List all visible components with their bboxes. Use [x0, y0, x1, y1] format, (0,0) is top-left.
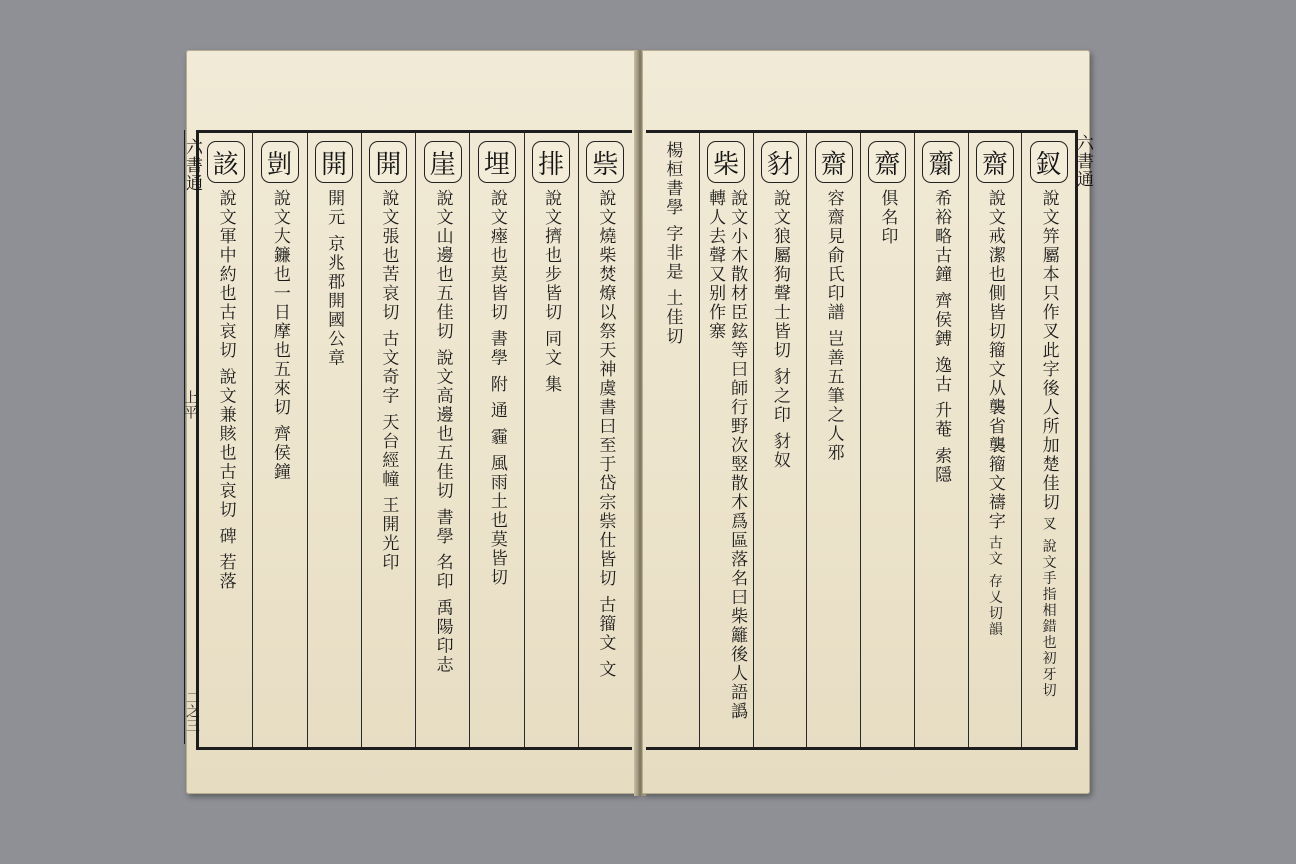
- running-title-right: 六書通: [1073, 134, 1093, 188]
- entry-head-character: 開: [369, 141, 407, 183]
- entry-head-character: 齋: [815, 141, 853, 183]
- entry-body-text: 說文戒潔也側皆切籀文从襲省襲籀文禱字: [984, 189, 1005, 531]
- entry-head-character: 剴: [261, 141, 299, 183]
- entry-head-character: 排: [532, 141, 570, 183]
- entry-head-character: 柴: [707, 141, 745, 183]
- right-column: [646, 133, 699, 747]
- right-column: [860, 133, 914, 747]
- entry-head-character: 釵: [1030, 141, 1068, 183]
- entry-body-text: 容齋見俞氏印譜 岂善五筆之人邪: [823, 189, 844, 463]
- right-column: [806, 133, 860, 747]
- entry-body-text: 希裕略古鐘 齊侯鎛 逸古 升菴 索隱: [931, 189, 952, 485]
- entry-body-text: 說文燒柴焚燎以祭天神虞書曰至于岱宗祡仕皆切 古籀文 文: [595, 189, 616, 679]
- entry-note-text: 叉 說文手指相錯也初牙切: [1040, 516, 1057, 699]
- entry-head-character: 齋: [868, 141, 906, 183]
- entry-head-character: 齋: [976, 141, 1014, 183]
- left-column: [361, 133, 415, 747]
- left-column: [252, 133, 306, 747]
- entry-body-text: 開元 京兆郡開國公章: [324, 189, 345, 368]
- left-column: [578, 133, 632, 747]
- entry-body-text: 說文笄屬本只作叉此字後人所加楚佳切: [1038, 189, 1059, 512]
- running-title: 六書通: [182, 138, 202, 192]
- entry-body-text: 說文擠也步皆切 同文 集: [541, 189, 562, 394]
- right-column: [914, 133, 968, 747]
- open-book: [182, 50, 1093, 796]
- entry-body-text: 說文大鐮也一日摩也五來切 齊侯鐘: [269, 189, 290, 482]
- right-column: [699, 133, 753, 747]
- left-column: [307, 133, 361, 747]
- right-column: [1021, 133, 1075, 747]
- left-page-frame: [196, 130, 632, 750]
- folio: 二之三: [184, 690, 200, 732]
- entry-head-character: 該: [207, 141, 245, 183]
- right-column: [968, 133, 1022, 747]
- left-column: [469, 133, 523, 747]
- entry-body-text: 說文軍中約也古哀切 說文兼賅也古哀切 碑 若落: [215, 189, 236, 592]
- left-column: [415, 133, 469, 747]
- entry-body-text: 俱名印: [877, 189, 898, 246]
- right-page-frame: [646, 130, 1078, 750]
- entry-head-character: 𪗋: [922, 141, 960, 183]
- left-page-columns: [199, 133, 632, 747]
- entry-head-character: 祡: [586, 141, 624, 183]
- entry-head-character: 崖: [424, 141, 462, 183]
- entry-head-character: 埋: [478, 141, 516, 183]
- entry-body-text: 說文山邊也五佳切 說文高邊也五佳切 書學 名印 禹陽印志: [432, 189, 453, 675]
- left-margin-strip: [184, 130, 207, 744]
- right-page-columns: [646, 133, 1075, 747]
- entry-note-text: 古文 存乂切韻: [986, 535, 1003, 638]
- entry-body-text: 說文小木散材臣鉉等曰師行野次竪散木爲區落名曰柴籬後人語譌轉人去聲又别作寨: [705, 189, 748, 721]
- entry-body-text: 楊桓書學 字非是 土佳切: [662, 141, 683, 346]
- left-column: [524, 133, 578, 747]
- entry-body-text: 說文瘞也莫皆切 書學 附 通 霾 風雨土也莫皆切: [486, 189, 507, 588]
- right-page: [642, 50, 1093, 794]
- entry-head-character: 開: [315, 141, 353, 183]
- section-mark: 上平: [182, 390, 198, 420]
- entry-body-text: 說文張也苦哀切 古文奇字 天台經幢 王開光印: [378, 189, 399, 573]
- entry-head-character: 豺: [761, 141, 799, 183]
- left-page: [182, 50, 638, 794]
- entry-body-text: 說文狼屬狗聲士皆切 豺之印 豺奴: [769, 189, 790, 470]
- right-column: [753, 133, 807, 747]
